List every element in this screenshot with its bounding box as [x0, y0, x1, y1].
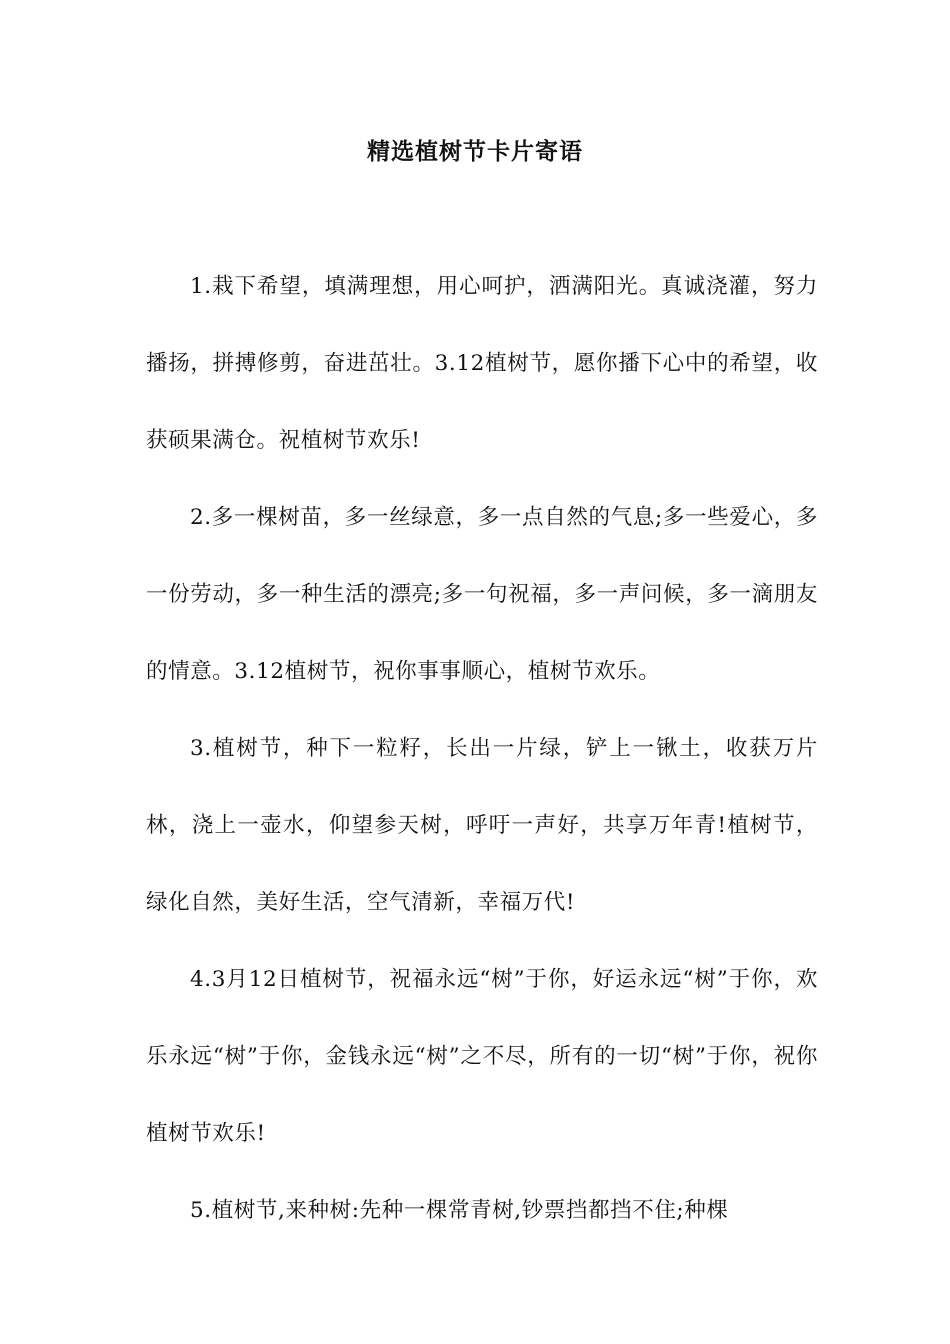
document-body — [146, 248, 818, 1249]
paragraph-5: 5.植树节,来种树:先种一棵常青树,钞票挡都挡不住;种棵 — [190, 1198, 729, 1223]
paragraph-4: 4.3月12日植树节，祝福永远“树”于你，好运永远“树”于你，欢乐永远“树”于你，金钱永远“树”之不尽，所有的一切“树”于你，祝你植树节欢乐! — [146, 967, 818, 1146]
paragraph-1: 1.栽下希望，填满理想，用心呵护，洒满阳光。真诚浇灌，努力播扬，拼搏修剪，奋进茁壮。3.12植树节，愿你播下心中的希望，收获硕果满仓。祝植树节欢乐! — [146, 274, 818, 453]
document-title: 精选植树节卡片寄语 — [367, 139, 583, 165]
paragraph-3: 3.植树节，种下一粒籽，长出一片绿，铲上一锹土，收获万片林，浇上一壶水，仰望参天树，呼吁一声好，共享万年青!植树节，绿化自然，美好生活，空气清新，幸福万代! — [146, 736, 818, 915]
paragraph-2: 2.多一棵树苗，多一丝绿意，多一点自然的气息;多一些爱心，多一份劳动，多一种生活的漂亮;多一句祝福，多一声问候，多一滴朋友的情意。3.12植树节，祝你事事顺心，植树节欢乐。 — [146, 505, 818, 684]
